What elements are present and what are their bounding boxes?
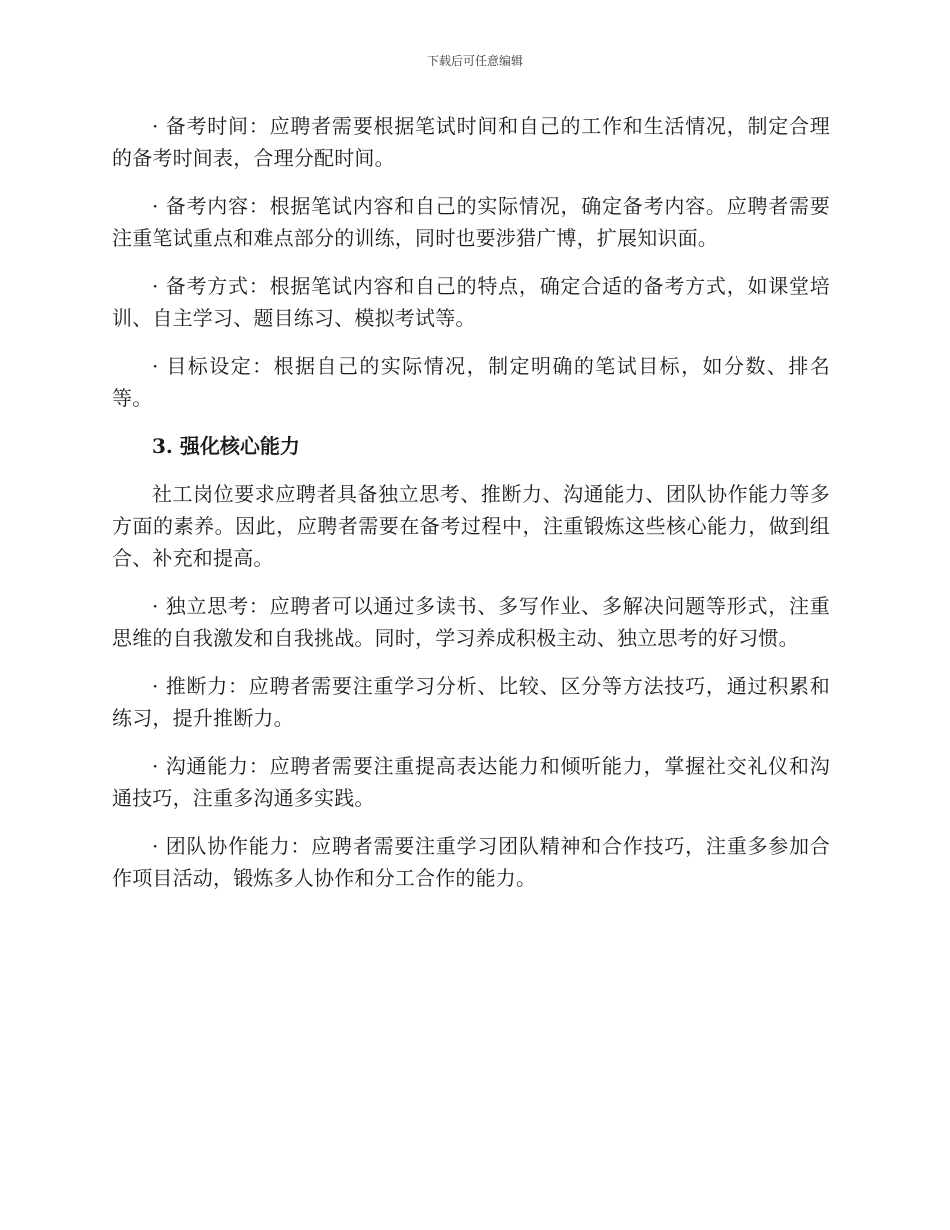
paragraph-communication: · 沟通能力：应聘者需要注重提高表达能力和倾听能力，掌握社交礼仪和沟通技巧，注重多沟通多实践。 [112, 754, 830, 810]
paragraph-inference: · 推断力：应聘者需要注重学习分析、比较、区分等方法技巧，通过积累和练习，提升推断力。 [112, 674, 830, 730]
document-body [112, 110, 830, 910]
paragraph-prep-content: · 备考内容：根据笔试内容和自己的实际情况，确定备考内容。应聘者需要注重笔试重点和难点部分的训练，同时也要涉猎广博，扩展知识面。 [112, 194, 830, 250]
paragraph-goal-setting: · 目标设定：根据自己的实际情况，制定明确的笔试目标，如分数、排名等。 [112, 354, 830, 410]
paragraph-teamwork: · 团队协作能力：应聘者需要注重学习团队精神和合作技巧，注重多参加合作项目活动，锻炼多人协作和分工合作的能力。 [112, 834, 830, 890]
paragraph-prep-method: · 备考方式：根据笔试内容和自己的特点，确定合适的备考方式，如课堂培训、自主学习、题目练习、模拟考试等。 [112, 274, 830, 330]
paragraph-independent-thinking: · 独立思考：应聘者可以通过多读书、多写作业、多解决问题等形式，注重思维的自我激发和自我挑战。同时，学习养成积极主动、独立思考的好习惯。 [112, 594, 830, 650]
paragraph-core-abilities-intro: 社工岗位要求应聘者具备独立思考、推断力、沟通能力、团队协作能力等多方面的素养。因此，应聘者需要在备考过程中，注重锻炼这些核心能力，做到组合、补充和提高。 [112, 482, 830, 570]
section-heading: 3. 强化核心能力 [152, 434, 300, 458]
paragraph-prep-time: · 备考时间：应聘者需要根据笔试时间和自己的工作和生活情况，制定合理的备考时间表，合理分配时间。 [112, 114, 830, 170]
page-header: 下载后可任意编辑 [426, 54, 523, 68]
